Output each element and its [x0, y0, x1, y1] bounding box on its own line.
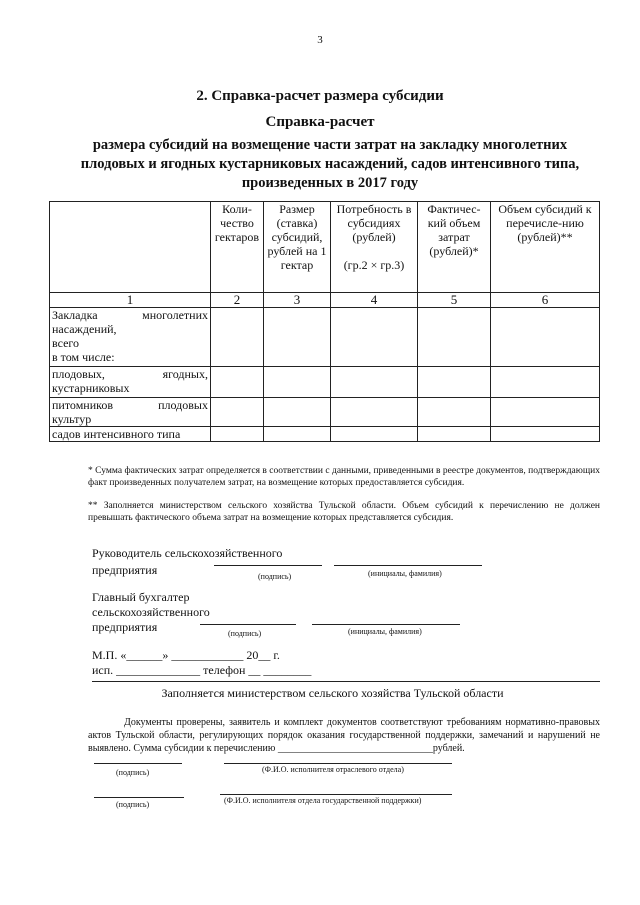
header-cell: Объем субсидий к перечисле-нию (рублей)**	[491, 202, 600, 293]
header-cell: Коли-чество гектаров	[211, 202, 264, 293]
header-cell: Размер (ставка) субсидий, рублей на 1 гектар	[264, 202, 331, 293]
row-label	[50, 308, 211, 367]
head-name-caption: (инициалы, фамилия)	[368, 569, 442, 578]
header-cell: Фактичес-кий объем затрат (рублей)*	[418, 202, 491, 293]
bottom-sign2-caption: (подпись)	[116, 800, 150, 809]
accountant-sign-line[interactable]	[200, 624, 296, 625]
accountant-title-line3: предприятия	[92, 620, 158, 634]
table-cell[interactable]	[418, 367, 491, 398]
subsidy-table	[49, 201, 600, 442]
row-label: садов интенсивного типа	[50, 427, 211, 442]
row-label-line: насаждений,	[52, 322, 117, 336]
header-text: Потребность в субсидиях (рублей)	[336, 202, 412, 244]
bottom-fio1-caption: (Ф.И.О. исполнителя отраслевого отдела)	[262, 765, 404, 774]
stamp-date-line: М.П. «______» ____________ 20__ г.	[92, 648, 280, 662]
row-label-line: культур	[52, 412, 92, 426]
col-number: 6	[491, 293, 600, 308]
ministry-text: Документы проверены, заявитель и комплект документов соответствуют требованиям нормативно-правовых актов Тульской области, регулирующих порядок оказания государственной поддержки, замечаний и нарушений не выявлено. Сумма субсидии к перечислению _______________________________рублей.	[88, 717, 600, 754]
table-cell[interactable]	[418, 427, 491, 442]
head-sign-caption: (подпись)	[258, 572, 292, 581]
row-label-line: питомников плодовых	[52, 398, 208, 412]
col-number: 4	[331, 293, 418, 308]
table-cell[interactable]	[264, 367, 331, 398]
table-cell[interactable]	[491, 427, 600, 442]
row-label-line: в том числе:	[52, 350, 115, 364]
row-label-line: всего	[52, 336, 80, 350]
table-cell[interactable]	[418, 308, 491, 367]
table-cell[interactable]	[491, 367, 600, 398]
page-number: 3	[317, 34, 323, 46]
table-row	[50, 308, 600, 367]
head-title-line2: предприятия	[92, 563, 158, 577]
table-cell[interactable]	[491, 398, 600, 427]
header-cell	[331, 202, 418, 293]
table-cell[interactable]	[211, 308, 264, 367]
row-label-line: Закладка многолетних	[52, 308, 208, 322]
bottom-sign1-caption: (подпись)	[116, 768, 150, 777]
row-label-line: кустарниковых	[52, 381, 130, 395]
bottom-sign2-line[interactable]	[94, 797, 184, 798]
header-formula: (гр.2 × гр.3)	[343, 258, 405, 272]
table-cell[interactable]	[331, 398, 418, 427]
head-name-line[interactable]	[334, 565, 482, 566]
accountant-name-line[interactable]	[312, 624, 460, 625]
table-row	[50, 398, 600, 427]
bottom-sign1-line[interactable]	[94, 763, 182, 764]
footnote-two: ** Заполняется министерством сельского хозяйства Тульской области. Объем субсидий к перечислению не должен превышать фактического объема затрат на возмещение которых представляется субсидия.	[88, 501, 600, 523]
col-number: 3	[264, 293, 331, 308]
bottom-fio1-line[interactable]	[224, 763, 452, 764]
doc-subtitle: размера субсидий на возмещение части затрат на закладку многолетних плодовых и ягодных кустарниковых насаждений, садов интенсивного типа, произведенных в 2017 году	[80, 137, 580, 191]
table-cell[interactable]	[211, 398, 264, 427]
table-cell[interactable]	[211, 367, 264, 398]
row-label-line: плодовых, ягодных,	[52, 367, 208, 381]
footnote-one: * Сумма фактических затрат определяется в соответствии с данными, приведенными в реестре документов, подтверждающих факт произведенных получателем затрат, на возмещение которых предоставляется субсидия.	[88, 466, 600, 488]
table-cell[interactable]	[264, 398, 331, 427]
accountant-title-line1: Главный бухгалтер	[92, 590, 190, 604]
doc-title: Справка-расчет	[265, 114, 375, 130]
table-cell[interactable]	[331, 308, 418, 367]
section-title: 2. Справка-расчет размера субсидии	[196, 88, 444, 104]
table-cell[interactable]	[264, 427, 331, 442]
table-cell[interactable]	[211, 427, 264, 442]
table-row	[50, 367, 600, 398]
table-row	[50, 427, 600, 442]
table-cell[interactable]	[264, 308, 331, 367]
accountant-name-caption: (инициалы, фамилия)	[348, 627, 422, 636]
executor-phone-line: исп. ______________ телефон __ ________	[92, 663, 312, 677]
table-cell[interactable]	[331, 367, 418, 398]
accountant-title-line2: сельскохозяйственного	[92, 605, 210, 619]
ministry-title: Заполняется министерством сельского хозяйства Тульской области	[161, 686, 504, 700]
bottom-fio2-line[interactable]	[220, 794, 452, 795]
col-number: 5	[418, 293, 491, 308]
table-cell[interactable]	[491, 308, 600, 367]
divider-line	[92, 681, 600, 682]
head-title-line1: Руководитель сельскохозяйственного	[92, 546, 283, 560]
row-label	[50, 398, 211, 427]
accountant-sign-caption: (подпись)	[228, 629, 262, 638]
bottom-fio2-caption: (Ф.И.О. исполнителя отдела государственной поддержки)	[224, 796, 422, 805]
table-cell[interactable]	[331, 427, 418, 442]
head-sign-line[interactable]	[214, 565, 322, 566]
col-number: 1	[50, 293, 211, 308]
row-label	[50, 367, 211, 398]
col-number: 2	[211, 293, 264, 308]
header-cell	[50, 202, 211, 293]
table-cell[interactable]	[418, 398, 491, 427]
